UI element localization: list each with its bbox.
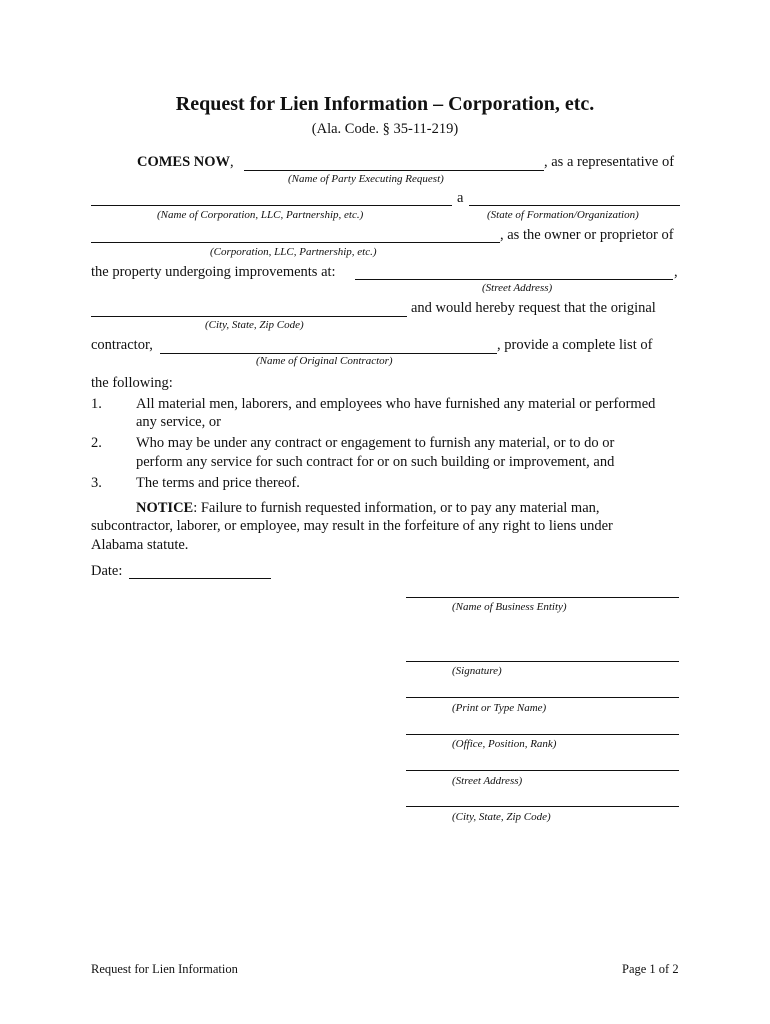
item-text: All material men, laborers, and employees who have furnished any material or performed bbox=[136, 396, 656, 412]
signature-field[interactable] bbox=[406, 661, 679, 662]
city-caption: (City, State, Zip Code) bbox=[205, 319, 304, 331]
owner-text: , as the owner or proprietor of bbox=[500, 227, 674, 243]
item-text: any service, or bbox=[136, 414, 221, 430]
signature-caption: (Print or Type Name) bbox=[452, 702, 547, 714]
comes-now-label: COMES NOW, bbox=[137, 154, 234, 170]
item-text: The terms and price thereof. bbox=[136, 475, 300, 491]
signer-street-field[interactable] bbox=[406, 770, 679, 771]
notice-line-3: Alabama statute. bbox=[91, 537, 189, 553]
contractor-caption: (Name of Original Contractor) bbox=[256, 355, 393, 367]
request-text: and would hereby request that the original bbox=[411, 300, 656, 316]
street-caption: (Street Address) bbox=[482, 282, 553, 294]
party-caption: (Name of Party Executing Request) bbox=[288, 173, 444, 185]
entity-type-caption: (Corporation, LLC, Partnership, etc.) bbox=[210, 246, 377, 258]
signature-caption: (Office, Position, Rank) bbox=[452, 738, 557, 750]
item-number: 2. bbox=[91, 435, 102, 451]
date-field[interactable] bbox=[129, 578, 271, 579]
item-text: perform any service for such contract for or on such building or improvement, and bbox=[136, 454, 615, 470]
document-title: Request for Lien Information – Corporation, etc. bbox=[175, 93, 595, 115]
city-state-zip-field[interactable] bbox=[91, 316, 407, 317]
as-representative-text: , as a representative of bbox=[544, 154, 675, 170]
office-position-field[interactable] bbox=[406, 734, 679, 735]
footer-title: Request for Lien Information bbox=[91, 962, 238, 976]
article-a: a bbox=[457, 190, 464, 206]
page-number: Page 1 of 2 bbox=[622, 962, 679, 976]
signature-caption: (Signature) bbox=[452, 665, 502, 677]
code-citation: (Ala. Code. § 35-11-219) bbox=[311, 121, 459, 137]
trailing-comma: , bbox=[674, 264, 678, 280]
following-text: the following: bbox=[91, 375, 173, 391]
street-address-field[interactable] bbox=[355, 279, 673, 280]
contractor-name-field[interactable] bbox=[160, 353, 497, 354]
provide-text: , provide a complete list of bbox=[497, 337, 653, 353]
corporation-name-field[interactable] bbox=[91, 205, 452, 206]
signature-caption: (Name of Business Entity) bbox=[452, 601, 567, 613]
property-text: the property undergoing improvements at: bbox=[91, 264, 336, 280]
signer-city-field[interactable] bbox=[406, 806, 679, 807]
notice-line-2: subcontractor, laborer, or employee, may result in the forfeiture of any right to liens under bbox=[91, 518, 613, 534]
signature-caption: (City, State, Zip Code) bbox=[452, 811, 551, 823]
print-name-field[interactable] bbox=[406, 697, 679, 698]
item-text: Who may be under any contract or engagement to furnish any material, or to do or bbox=[136, 435, 615, 451]
business-entity-field[interactable] bbox=[406, 597, 679, 598]
entity-type-field[interactable] bbox=[91, 242, 500, 243]
signature-caption: (Street Address) bbox=[452, 775, 523, 787]
party-name-field[interactable] bbox=[244, 170, 544, 171]
date-label: Date: bbox=[91, 563, 123, 579]
state-caption: (State of Formation/Organization) bbox=[487, 209, 639, 221]
notice-line-1: NOTICE: Failure to furnish requested information, or to pay any material man, bbox=[136, 500, 600, 516]
item-number: 1. bbox=[91, 396, 102, 412]
corporation-name-caption: (Name of Corporation, LLC, Partnership, etc.) bbox=[157, 209, 364, 221]
item-number: 3. bbox=[91, 475, 102, 491]
contractor-label: contractor, bbox=[91, 337, 153, 353]
state-field[interactable] bbox=[469, 205, 680, 206]
